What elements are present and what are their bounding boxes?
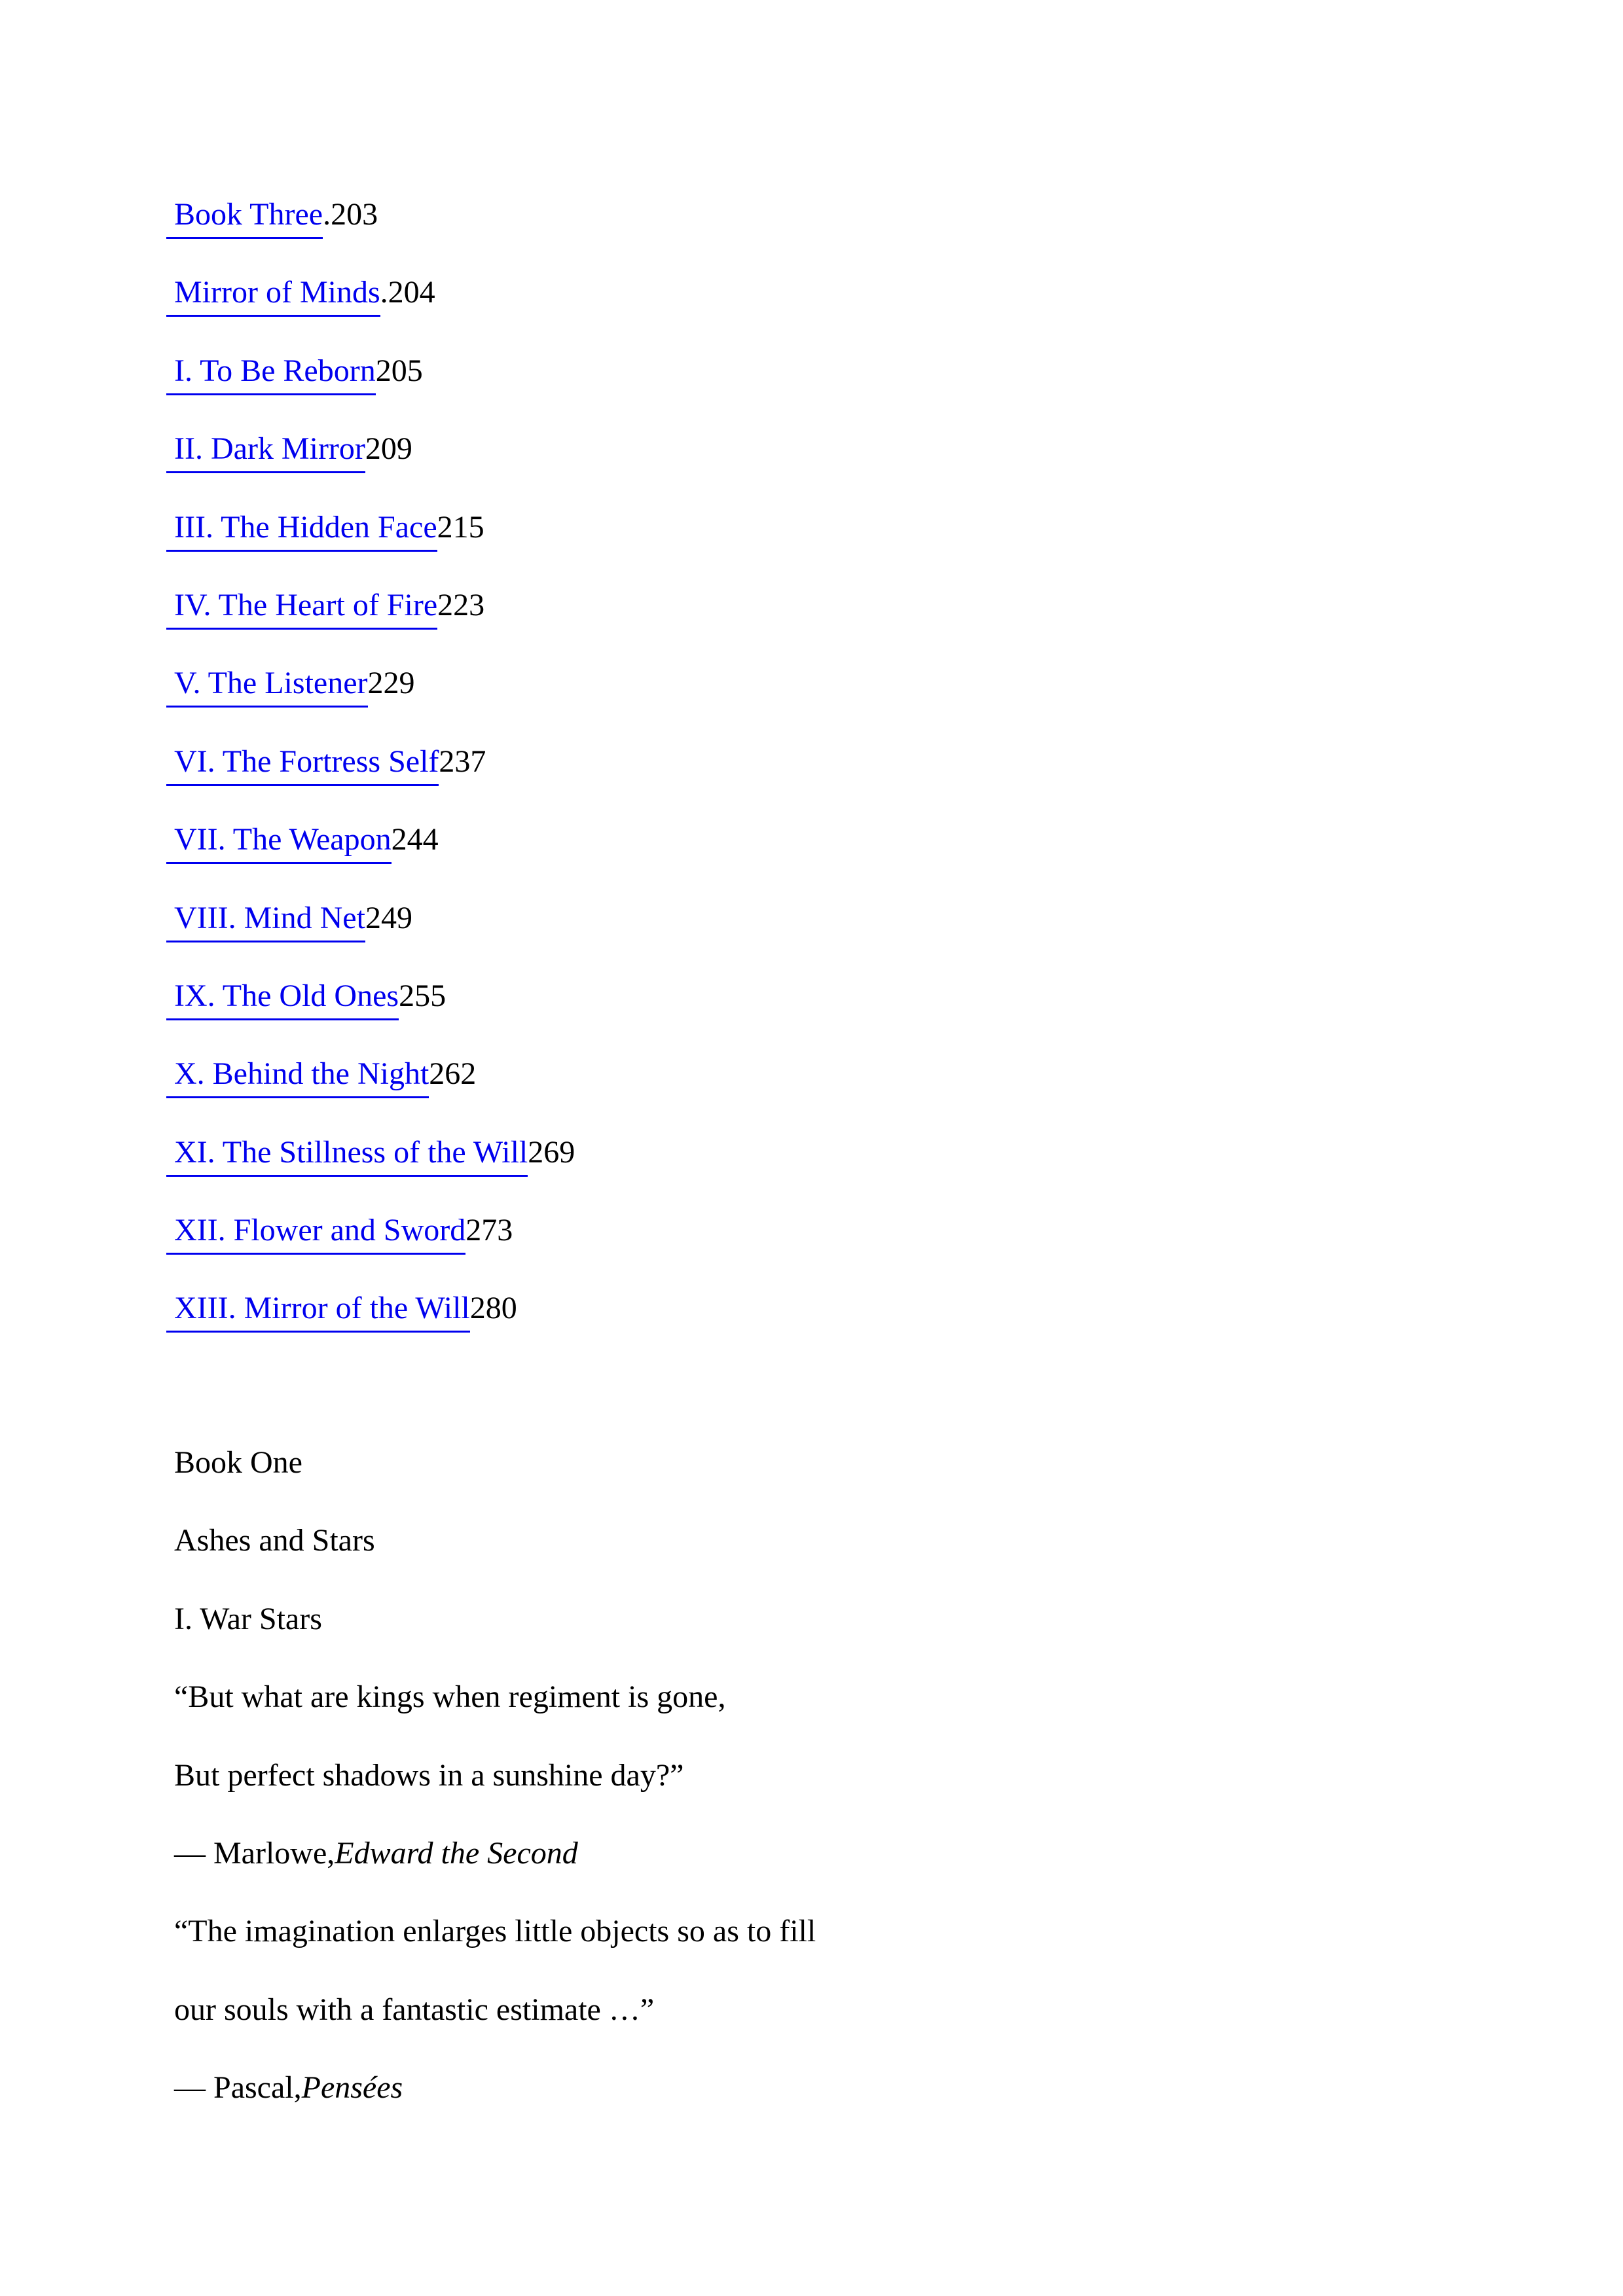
toc-link-chapter-12[interactable]: XII. Flower and Sword: [166, 1208, 465, 1255]
toc-link-chapter-4[interactable]: IV. The Heart of Fire: [166, 583, 437, 630]
toc-page-number: 205: [375, 353, 423, 388]
toc-entry: [166, 654, 575, 732]
toc-page-number: 215: [437, 509, 484, 545]
toc-page-number: .204: [380, 275, 435, 310]
book-subtitle: Ashes and Stars: [174, 1523, 375, 1558]
toc-entry: [166, 420, 575, 497]
toc-link-chapter-5[interactable]: V. The Listener: [166, 661, 368, 708]
toc-page-number: 262: [429, 1056, 477, 1092]
toc-page-number: 249: [365, 900, 412, 935]
toc-entry: [166, 185, 575, 263]
epigraph-line: our souls with a fantastic estimate …”: [174, 1992, 655, 2027]
toc-page-number: 229: [367, 666, 415, 701]
toc-entry: [166, 342, 575, 420]
toc-entry: [166, 498, 575, 576]
toc-entry: [166, 1045, 575, 1122]
attribution-author: — Marlowe,: [174, 1835, 335, 1871]
toc-page-number: 209: [365, 431, 412, 467]
toc-link-chapter-10[interactable]: X. Behind the Night: [166, 1052, 429, 1098]
attribution-work: Pensées: [301, 2070, 403, 2106]
toc-entry: [166, 576, 575, 654]
table-of-contents: [166, 185, 575, 1357]
attribution-author: — Pascal,: [174, 2070, 302, 2106]
toc-page-number: .203: [323, 197, 378, 232]
book-title: Book One: [174, 1445, 302, 1480]
toc-entry: [166, 732, 575, 810]
attribution-work: Edward the Second: [335, 1835, 578, 1871]
toc-link-chapter-2[interactable]: II. Dark Mirror: [166, 427, 365, 473]
toc-page-number: 255: [399, 978, 447, 1013]
toc-entry: [166, 1201, 575, 1279]
chapter-title: I. War Stars: [174, 1601, 322, 1636]
toc-link-mirror-of-minds[interactable]: Mirror of Minds: [166, 270, 380, 317]
toc-link-chapter-13[interactable]: XIII. Mirror of the Will: [166, 1286, 470, 1333]
toc-entry: [166, 1123, 575, 1201]
toc-link-chapter-6[interactable]: VI. The Fortress Self: [166, 740, 439, 786]
toc-entry: [166, 967, 575, 1045]
toc-link-chapter-3[interactable]: III. The Hidden Face: [166, 505, 437, 552]
toc-page-number: 223: [437, 587, 485, 622]
toc-link-book-three[interactable]: Book Three: [166, 192, 323, 239]
toc-page-number: 273: [465, 1213, 513, 1248]
toc-entry: [166, 1279, 575, 1357]
epigraph-attribution: [174, 1824, 816, 1902]
toc-page-number: 244: [391, 822, 439, 857]
body-text: [174, 1433, 816, 2137]
toc-link-chapter-7[interactable]: VII. The Weapon: [166, 817, 392, 864]
toc-entry: [166, 889, 575, 967]
toc-link-chapter-9[interactable]: IX. The Old Ones: [166, 974, 399, 1020]
epigraph-attribution: [174, 2058, 816, 2136]
toc-page-number: 269: [528, 1134, 575, 1170]
epigraph-line: “The imagination enlarges little objects so as to fill: [174, 1914, 816, 1949]
toc-link-chapter-8[interactable]: VIII. Mind Net: [166, 896, 365, 942]
epigraph-line: But perfect shadows in a sunshine day?”: [174, 1757, 684, 1793]
toc-entry: [166, 810, 575, 888]
toc-page-number: 280: [469, 1291, 517, 1326]
toc-link-chapter-1[interactable]: I. To Be Reborn: [166, 349, 376, 395]
toc-link-chapter-11[interactable]: XI. The Stillness of the Will: [166, 1130, 528, 1177]
toc-page-number: 237: [439, 744, 486, 779]
toc-entry: [166, 263, 575, 341]
epigraph-line: “But what are kings when regiment is gone,: [174, 1679, 726, 1715]
